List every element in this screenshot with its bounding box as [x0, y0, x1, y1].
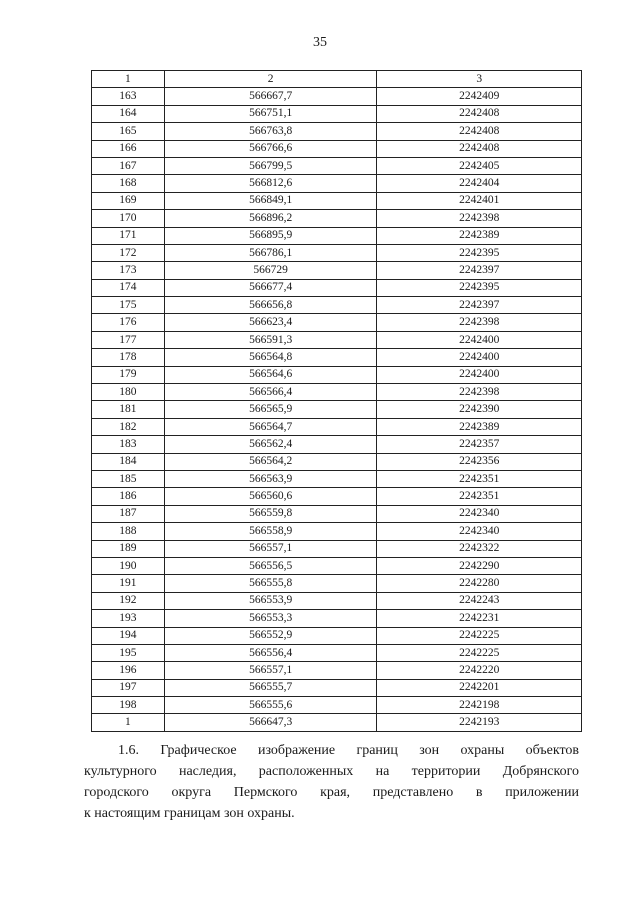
page-number: 35	[313, 35, 327, 50]
point-number-cell: 1	[92, 714, 165, 731]
table-row	[92, 349, 582, 366]
x-coordinate-cell: 566562,4	[164, 436, 377, 453]
point-number-cell: 184	[92, 453, 165, 470]
x-coordinate-cell: 566553,9	[164, 592, 377, 609]
y-coordinate-cell: 2242193	[377, 714, 582, 731]
point-number-cell: 186	[92, 488, 165, 505]
x-coordinate-cell: 566556,5	[164, 557, 377, 574]
point-number-cell: 177	[92, 331, 165, 348]
x-coordinate-cell: 566896,2	[164, 210, 377, 227]
point-number-cell: 193	[92, 610, 165, 627]
x-coordinate-cell: 566623,4	[164, 314, 377, 331]
table-row	[92, 679, 582, 696]
x-coordinate-cell: 566557,1	[164, 662, 377, 679]
table-row	[92, 175, 582, 192]
y-coordinate-cell: 2242400	[377, 366, 582, 383]
x-coordinate-cell: 566849,1	[164, 192, 377, 209]
y-coordinate-cell: 2242390	[377, 401, 582, 418]
x-coordinate-cell: 566555,7	[164, 679, 377, 696]
point-number-cell: 166	[92, 140, 165, 157]
y-coordinate-cell: 2242401	[377, 192, 582, 209]
x-coordinate-cell: 566591,3	[164, 331, 377, 348]
y-coordinate-cell: 2242389	[377, 227, 582, 244]
point-number-cell: 179	[92, 366, 165, 383]
point-number-cell: 171	[92, 227, 165, 244]
x-coordinate-cell: 566656,8	[164, 297, 377, 314]
table-row	[92, 157, 582, 174]
point-number-cell: 182	[92, 418, 165, 435]
body-paragraph	[84, 740, 579, 824]
table-row	[92, 697, 582, 714]
point-number-cell: 183	[92, 436, 165, 453]
y-coordinate-cell: 2242408	[377, 140, 582, 157]
point-number-cell: 164	[92, 105, 165, 122]
x-coordinate-cell: 566556,4	[164, 644, 377, 661]
x-coordinate-cell: 566799,5	[164, 157, 377, 174]
table-row	[92, 436, 582, 453]
y-coordinate-cell: 2242409	[377, 88, 582, 105]
y-coordinate-cell: 2242398	[377, 314, 582, 331]
point-number-cell: 181	[92, 401, 165, 418]
y-coordinate-cell: 2242351	[377, 488, 582, 505]
y-coordinate-cell: 2242405	[377, 157, 582, 174]
y-coordinate-cell: 2242356	[377, 453, 582, 470]
point-number-cell: 176	[92, 314, 165, 331]
point-number-cell: 197	[92, 679, 165, 696]
x-coordinate-cell: 566786,1	[164, 244, 377, 261]
point-number-cell: 187	[92, 505, 165, 522]
y-coordinate-cell: 2242340	[377, 523, 582, 540]
point-number-cell: 163	[92, 88, 165, 105]
x-coordinate-cell: 566563,9	[164, 470, 377, 487]
y-coordinate-cell: 2242397	[377, 297, 582, 314]
point-number-cell: 178	[92, 349, 165, 366]
point-number-cell: 192	[92, 592, 165, 609]
table-row	[92, 644, 582, 661]
table-row	[92, 262, 582, 279]
point-number-cell: 194	[92, 627, 165, 644]
x-coordinate-cell: 566552,9	[164, 627, 377, 644]
x-coordinate-cell: 566565,9	[164, 401, 377, 418]
header-cell: 2	[164, 71, 377, 88]
point-number-cell: 174	[92, 279, 165, 296]
x-coordinate-cell: 566564,2	[164, 453, 377, 470]
table-row	[92, 470, 582, 487]
header-cell: 1	[92, 71, 165, 88]
point-number-cell: 198	[92, 697, 165, 714]
x-coordinate-cell: 566557,1	[164, 540, 377, 557]
y-coordinate-cell: 2242408	[377, 123, 582, 140]
table-row	[92, 523, 582, 540]
y-coordinate-cell: 2242340	[377, 505, 582, 522]
table-row	[92, 192, 582, 209]
paragraph-line: городского округа Пермского края, представлено в приложении	[84, 785, 579, 800]
table-row	[92, 244, 582, 261]
x-coordinate-cell: 566766,6	[164, 140, 377, 157]
y-coordinate-cell: 2242395	[377, 244, 582, 261]
table-row	[92, 714, 582, 731]
y-coordinate-cell: 2242400	[377, 349, 582, 366]
table-row	[92, 105, 582, 122]
table-row	[92, 210, 582, 227]
paragraph-line: культурного наследия, расположенных на территории Добрянского	[84, 764, 579, 779]
y-coordinate-cell: 2242395	[377, 279, 582, 296]
y-coordinate-cell: 2242389	[377, 418, 582, 435]
y-coordinate-cell: 2242357	[377, 436, 582, 453]
table-row	[92, 540, 582, 557]
table-row	[92, 297, 582, 314]
point-number-cell: 169	[92, 192, 165, 209]
x-coordinate-cell: 566560,6	[164, 488, 377, 505]
table-row	[92, 453, 582, 470]
y-coordinate-cell: 2242225	[377, 627, 582, 644]
point-number-cell: 188	[92, 523, 165, 540]
table-row	[92, 366, 582, 383]
y-coordinate-cell: 2242404	[377, 175, 582, 192]
y-coordinate-cell: 2242231	[377, 610, 582, 627]
y-coordinate-cell: 2242198	[377, 697, 582, 714]
table-row	[92, 279, 582, 296]
table-row	[92, 505, 582, 522]
y-coordinate-cell: 2242225	[377, 644, 582, 661]
point-number-cell: 180	[92, 384, 165, 401]
table-row	[92, 227, 582, 244]
table-row	[92, 610, 582, 627]
table-row	[92, 331, 582, 348]
x-coordinate-cell: 566667,7	[164, 88, 377, 105]
y-coordinate-cell: 2242243	[377, 592, 582, 609]
table-row	[92, 488, 582, 505]
x-coordinate-cell: 566729	[164, 262, 377, 279]
x-coordinate-cell: 566559,8	[164, 505, 377, 522]
coordinates-table	[91, 70, 582, 732]
point-number-cell: 173	[92, 262, 165, 279]
y-coordinate-cell: 2242400	[377, 331, 582, 348]
y-coordinate-cell: 2242408	[377, 105, 582, 122]
table-row	[92, 401, 582, 418]
point-number-cell: 168	[92, 175, 165, 192]
point-number-cell: 196	[92, 662, 165, 679]
table-row	[92, 592, 582, 609]
table-header-row	[92, 71, 582, 88]
point-number-cell: 189	[92, 540, 165, 557]
table-row	[92, 123, 582, 140]
point-number-cell: 170	[92, 210, 165, 227]
y-coordinate-cell: 2242220	[377, 662, 582, 679]
x-coordinate-cell: 566812,6	[164, 175, 377, 192]
x-coordinate-cell: 566895,9	[164, 227, 377, 244]
point-number-cell: 191	[92, 575, 165, 592]
x-coordinate-cell: 566677,4	[164, 279, 377, 296]
x-coordinate-cell: 566564,8	[164, 349, 377, 366]
table-row	[92, 314, 582, 331]
x-coordinate-cell: 566751,1	[164, 105, 377, 122]
point-number-cell: 185	[92, 470, 165, 487]
header-cell: 3	[377, 71, 582, 88]
point-number-cell: 195	[92, 644, 165, 661]
point-number-cell: 167	[92, 157, 165, 174]
y-coordinate-cell: 2242398	[377, 384, 582, 401]
x-coordinate-cell: 566553,3	[164, 610, 377, 627]
y-coordinate-cell: 2242290	[377, 557, 582, 574]
point-number-cell: 172	[92, 244, 165, 261]
table-row	[92, 575, 582, 592]
y-coordinate-cell: 2242322	[377, 540, 582, 557]
point-number-cell: 165	[92, 123, 165, 140]
x-coordinate-cell: 566566,4	[164, 384, 377, 401]
y-coordinate-cell: 2242397	[377, 262, 582, 279]
x-coordinate-cell: 566564,7	[164, 418, 377, 435]
table-row	[92, 88, 582, 105]
y-coordinate-cell: 2242351	[377, 470, 582, 487]
paragraph-line: 1.6. Графическое изображение границ зон охраны объектов	[118, 743, 579, 758]
x-coordinate-cell: 566564,6	[164, 366, 377, 383]
paragraph-line: к настоящим границам зон охраны.	[84, 806, 295, 821]
y-coordinate-cell: 2242201	[377, 679, 582, 696]
table-row	[92, 662, 582, 679]
y-coordinate-cell: 2242280	[377, 575, 582, 592]
x-coordinate-cell: 566555,6	[164, 697, 377, 714]
point-number-cell: 190	[92, 557, 165, 574]
x-coordinate-cell: 566558,9	[164, 523, 377, 540]
point-number-cell: 175	[92, 297, 165, 314]
table-row	[92, 140, 582, 157]
table-row	[92, 557, 582, 574]
x-coordinate-cell: 566763,8	[164, 123, 377, 140]
table-row	[92, 627, 582, 644]
x-coordinate-cell: 566647,3	[164, 714, 377, 731]
table-row	[92, 418, 582, 435]
y-coordinate-cell: 2242398	[377, 210, 582, 227]
table-row	[92, 384, 582, 401]
x-coordinate-cell: 566555,8	[164, 575, 377, 592]
